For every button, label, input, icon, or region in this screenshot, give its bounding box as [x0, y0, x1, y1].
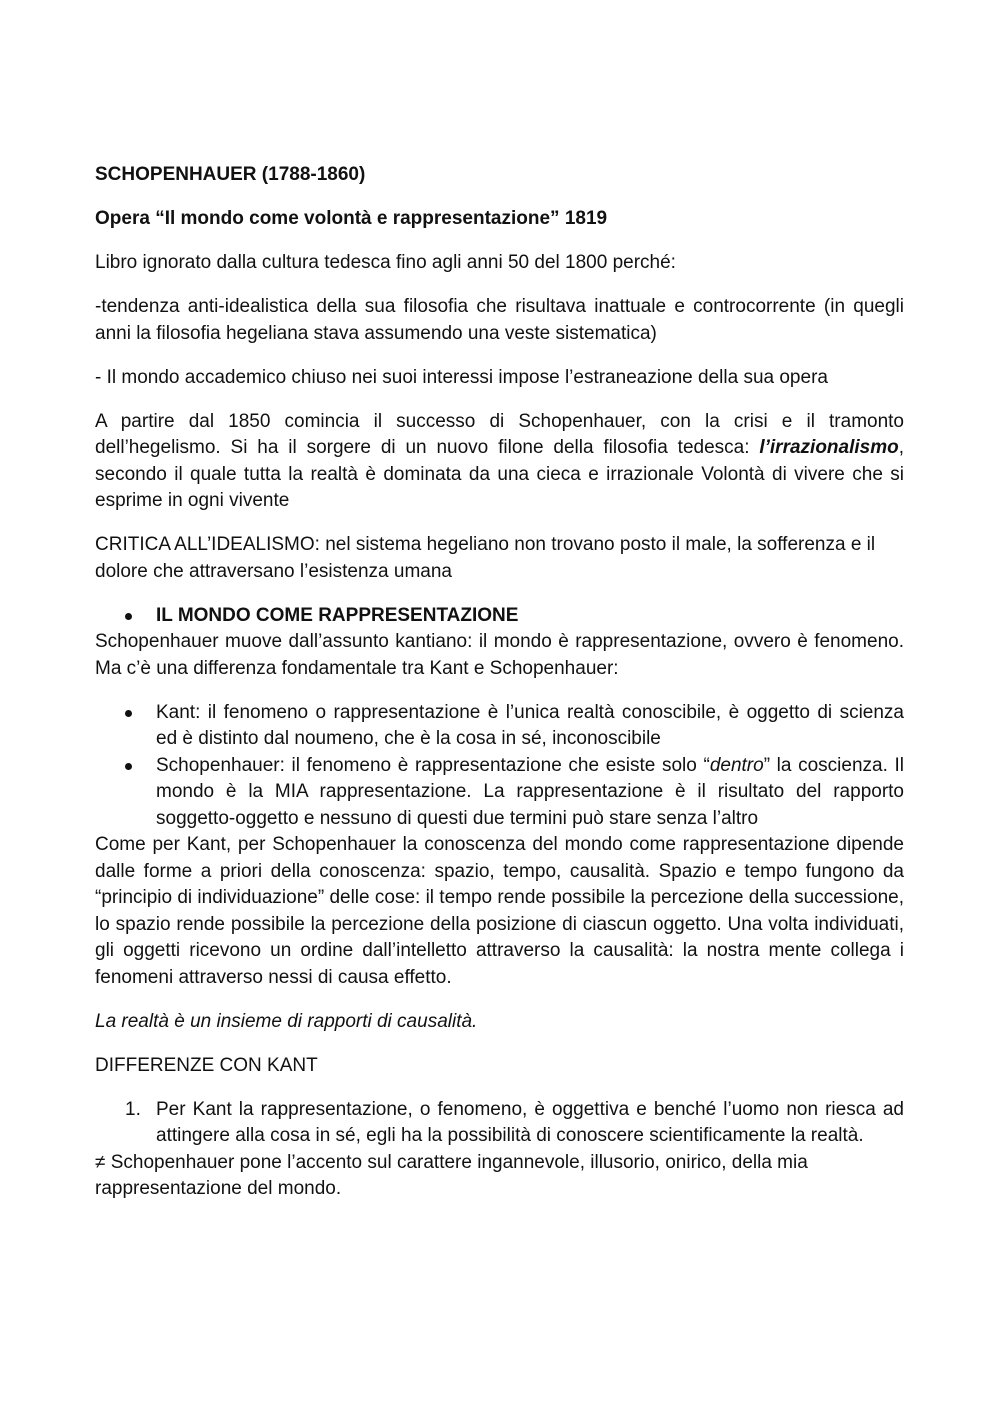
numbered-list	[95, 1097, 904, 1150]
numbered-item-text: Per Kant la rappresentazione, o fenomeno, è oggettiva e benché l’uomo non riesca ad attingere alla cosa in sé, egli ha la possibilità di conoscere scientificamente la realtà.	[156, 1098, 904, 1146]
schop-text-after: ” la coscienza. Il mondo è la MIA rappresentazione. La rappresentazione è il risultato del rapporto soggetto-oggetto e nessuno di questi due termini può stare senza l’altro	[156, 754, 904, 829]
paragraph-critica: CRITICA ALL’IDEALISMO: nel sistema hegeliano non trovano posto il male, la sofferenza e il dolore che attraversano l’esistenza umana	[95, 534, 876, 582]
paragraph-accento: ≠ Schopenhauer pone l’accento sul carattere ingannevole, illusorio, onirico, della mia rappresentazione del mondo.	[95, 1151, 808, 1199]
paragraph-libro-ignorato: Libro ignorato dalla cultura tedesca fino agli anni 50 del 1800 perché:	[95, 252, 676, 273]
comparison-list	[95, 700, 904, 833]
paragraph-tendenza: -tendenza anti-idealistica della sua filosofia che risultava inattuale e controcorrente (in quegli anni la filosofia hegeliana stava assumendo una veste sistematica)	[95, 296, 904, 344]
numbered-item-1	[95, 1097, 904, 1150]
list-number: 1.	[125, 1098, 141, 1120]
section-heading	[95, 603, 904, 630]
successo-text-before: A partire dal 1850 comincia il successo di Schopenhauer, con la crisi e il tramonto dell’hegelismo. Si ha il sorgere di un nuovo filone della filosofia tedesca:	[95, 410, 904, 458]
document-title: SCHOPENHAUER (1788-1860)	[95, 164, 366, 185]
schop-text-before: Schopenhauer: il fenomeno è rappresentazione che esiste solo “	[156, 754, 710, 776]
paragraph-come-per-kant: Come per Kant, per Schopenhauer la conoscenza del mondo come rappresentazione dipende dalle forme a priori della conoscenza: spazio, tempo, causalità. Spazio e tempo fungono da “principio di individuazione” delle cose: il tempo rende possibile la percezione della successione, lo spazio rende possibile la percezione della posizione di ciascun oggetto. Una volta individuati, gli oggetti ricevono un ordine dall’intelletto attraverso la causalità: la nostra mente collega i fenomeni attraverso nessi di causa effetto.	[95, 834, 905, 988]
bullet-icon	[125, 710, 132, 717]
list-item-kant-text: Kant: il fenomeno o rappresentazione è l’unica realtà conoscibile, è oggetto di scienza ed è distinto dal noumeno, che è la cosa in sé, inconoscibile	[156, 701, 904, 749]
bullet-icon	[125, 763, 132, 770]
paragraph-successo	[95, 409, 904, 515]
list-item-kant	[95, 700, 904, 753]
irrazionalismo-emphasis: l’irrazionalismo	[759, 437, 899, 458]
bullet-icon	[125, 613, 132, 620]
successo-text-after: , secondo il quale tutta la realtà è dominata da una cieca e irrazionale Volontà di vivere che si esprime in ogni vivente	[95, 437, 904, 511]
paragraph-realta: La realtà è un insieme di rapporti di causalità.	[95, 1010, 478, 1032]
opera-heading: Opera “Il mondo come volontà e rappresentazione” 1819	[95, 208, 608, 229]
list-item-schopenhauer	[95, 753, 904, 833]
section-heading-text: IL MONDO COME RAPPRESENTAZIONE	[156, 604, 519, 626]
differenze-heading: DIFFERENZE CON KANT	[95, 1054, 318, 1076]
paragraph-assunto: Schopenhauer muove dall’assunto kantiano: il mondo è rappresentazione, ovvero è fenomeno. Ma c’è una differenza fondamentale tra Kant e Schopenhauer:	[95, 631, 904, 679]
paragraph-mondo-accademico: - Il mondo accademico chiuso nei suoi interessi impose l’estraneazione della sua opera	[95, 366, 828, 388]
section-heading-list	[95, 603, 904, 630]
dentro-emphasis: dentro	[709, 754, 764, 776]
